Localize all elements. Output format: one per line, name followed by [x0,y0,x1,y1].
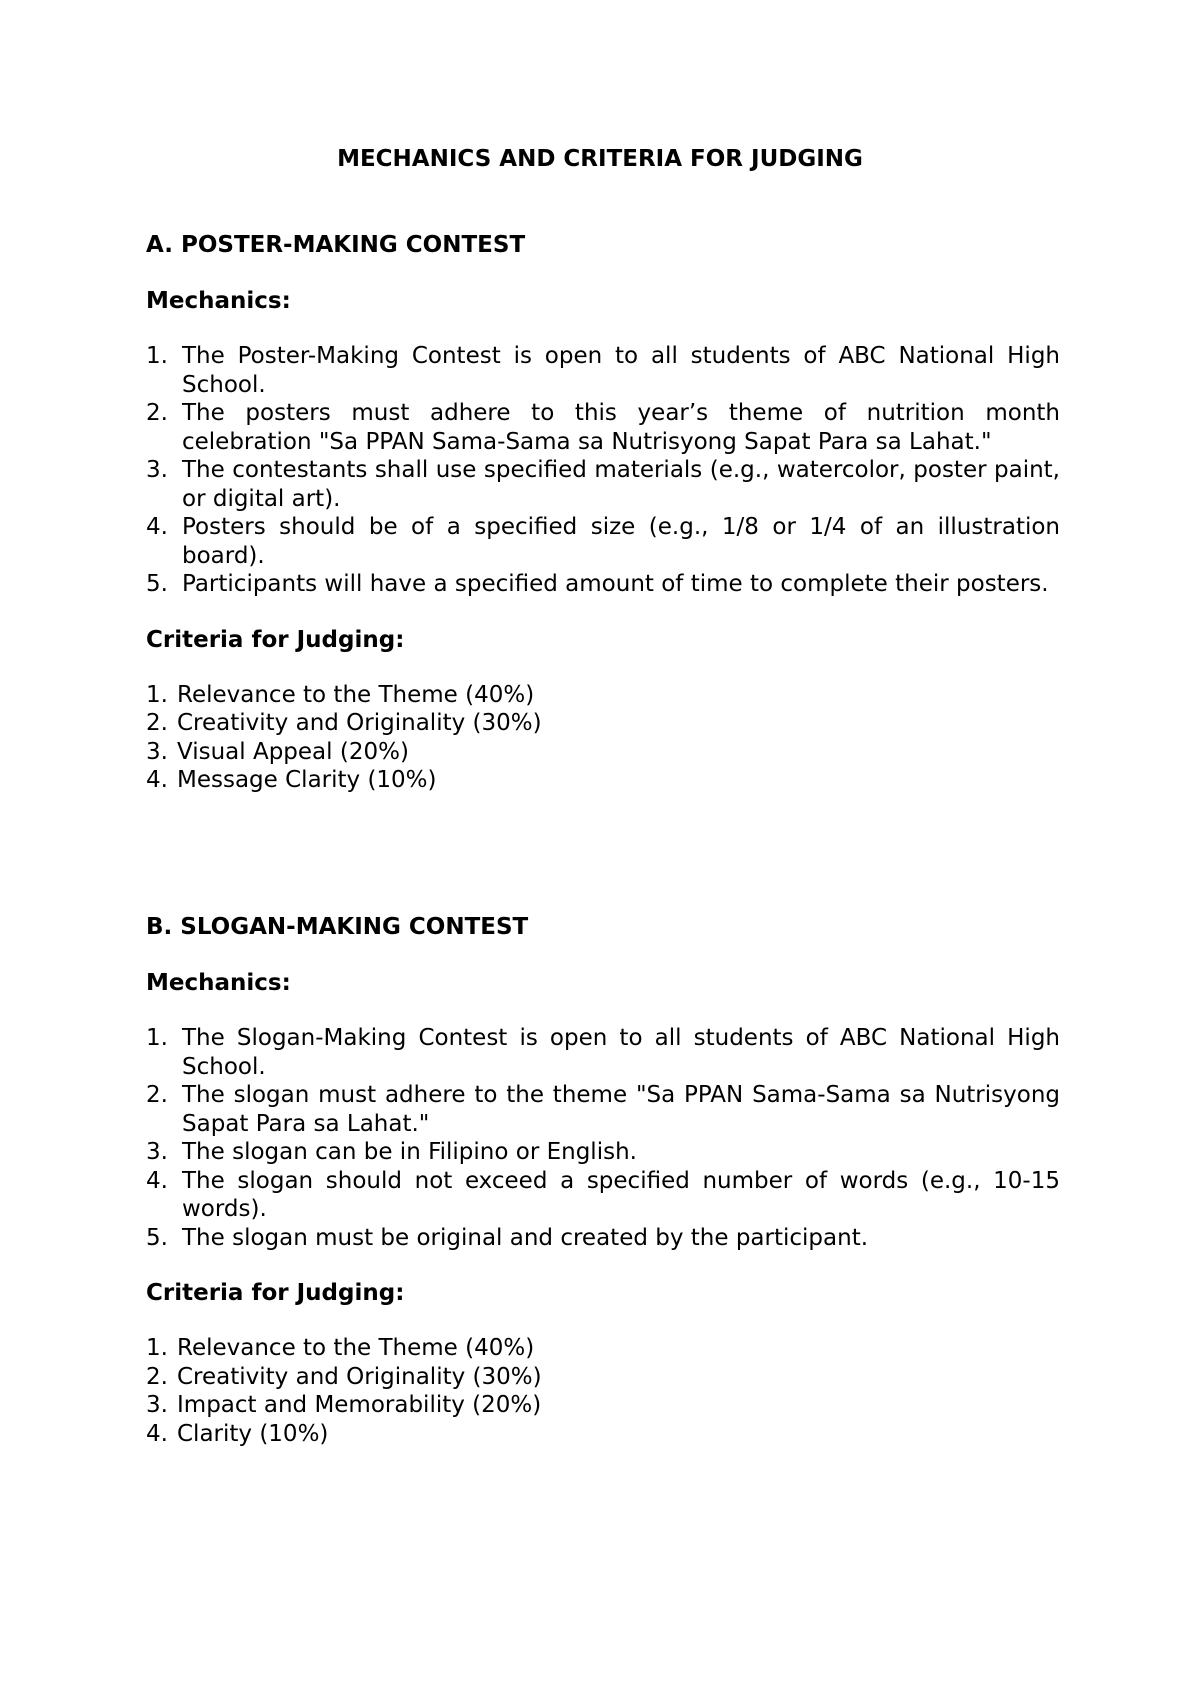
item-number: 2. [146,1082,168,1108]
item-number: 3. [146,738,168,765]
criteria-item [146,766,1060,795]
item-number: 4. [146,1167,168,1194]
mechanics-heading: Mechanics: [146,970,291,996]
mechanics-heading: Mechanics: [146,288,291,314]
criteria-item [146,681,1060,710]
criteria-list [146,1334,1060,1448]
criteria-item [146,1363,1060,1392]
item-number: 4. [146,1420,168,1447]
item-text: The slogan must be original and created by the participant. [182,1224,869,1251]
mechanics-list [146,342,1060,599]
item-number: 4. [146,767,168,793]
item-number: 3. [146,1392,168,1418]
item-text: Visual Appeal (20%) [177,738,409,765]
item-text: Creativity and Originality (30%) [177,1363,542,1390]
criteria-item [146,709,1060,738]
item-number: 1. [146,343,168,369]
criteria-item [146,1420,1060,1449]
item-number: 2. [146,710,168,736]
item-number: 2. [146,400,168,426]
list-item [146,1167,1060,1224]
item-number: 3. [146,457,168,483]
list-item [146,1081,1060,1138]
list-item [146,342,1060,399]
criteria-item [146,1334,1060,1363]
item-text: The Poster-Making Contest is open to all students of ABC National High School. [182,343,1060,398]
item-text: Impact and Memorability (20%) [177,1392,542,1418]
item-text: The slogan must adhere to the theme "Sa PPAN Sama-Sama sa Nutrisyong Sapat Para sa Lahat." [182,1082,1060,1137]
item-text: Relevance to the Theme (40%) [177,681,535,708]
item-number: 4. [146,514,168,540]
list-item [146,399,1060,456]
list-item [146,513,1060,570]
criteria-list [146,681,1060,795]
item-text: The posters must adhere to this year’s theme of nutrition month celebration "Sa PPAN Sama-Sama sa Nutrisyong Sapat Para sa Lahat." [182,400,1060,455]
criteria-heading: Criteria for Judging: [146,1280,405,1306]
item-text: Participants will have a specified amount of time to complete their posters. [182,571,1049,597]
item-number: 1. [146,1025,168,1051]
item-text: Message Clarity (10%) [177,767,437,793]
document-title: MECHANICS AND CRITERIA FOR JUDGING [337,146,863,172]
item-number: 5. [146,571,168,597]
criteria-item [146,1391,1060,1420]
item-text: The slogan should not exceed a specified number of words (e.g., 10-15 words). [182,1167,1060,1222]
list-item [146,1138,1060,1167]
item-number: 3. [146,1139,168,1165]
item-text: Posters should be of a specified size (e.g., 1/8 or 1/4 of an illustration board). [182,514,1060,569]
section-heading: A. POSTER-MAKING CONTEST [146,232,526,258]
criteria-heading: Criteria for Judging: [146,626,405,653]
list-item [146,1024,1060,1081]
item-number: 1. [146,681,168,708]
poster-making-section [146,230,1060,795]
list-item [146,1224,1060,1253]
item-text: The contestants shall use specified materials (e.g., watercolor, poster paint, or digital art). [182,457,1060,512]
list-item [146,570,1060,599]
item-text: Relevance to the Theme (40%) [177,1335,535,1361]
item-text: The slogan can be in Filipino or English. [182,1139,637,1165]
item-number: 1. [146,1335,168,1361]
mechanics-list [146,1024,1060,1252]
item-number: 5. [146,1224,168,1251]
section-heading: B. SLOGAN-MAKING CONTEST [146,914,529,940]
criteria-item [146,738,1060,767]
item-text: The Slogan-Making Contest is open to all students of ABC National High School. [182,1025,1060,1080]
item-text: Clarity (10%) [177,1420,329,1447]
slogan-making-section [146,912,1060,1448]
item-number: 2. [146,1363,168,1390]
list-item [146,456,1060,513]
item-text: Creativity and Originality (30%) [177,710,542,736]
